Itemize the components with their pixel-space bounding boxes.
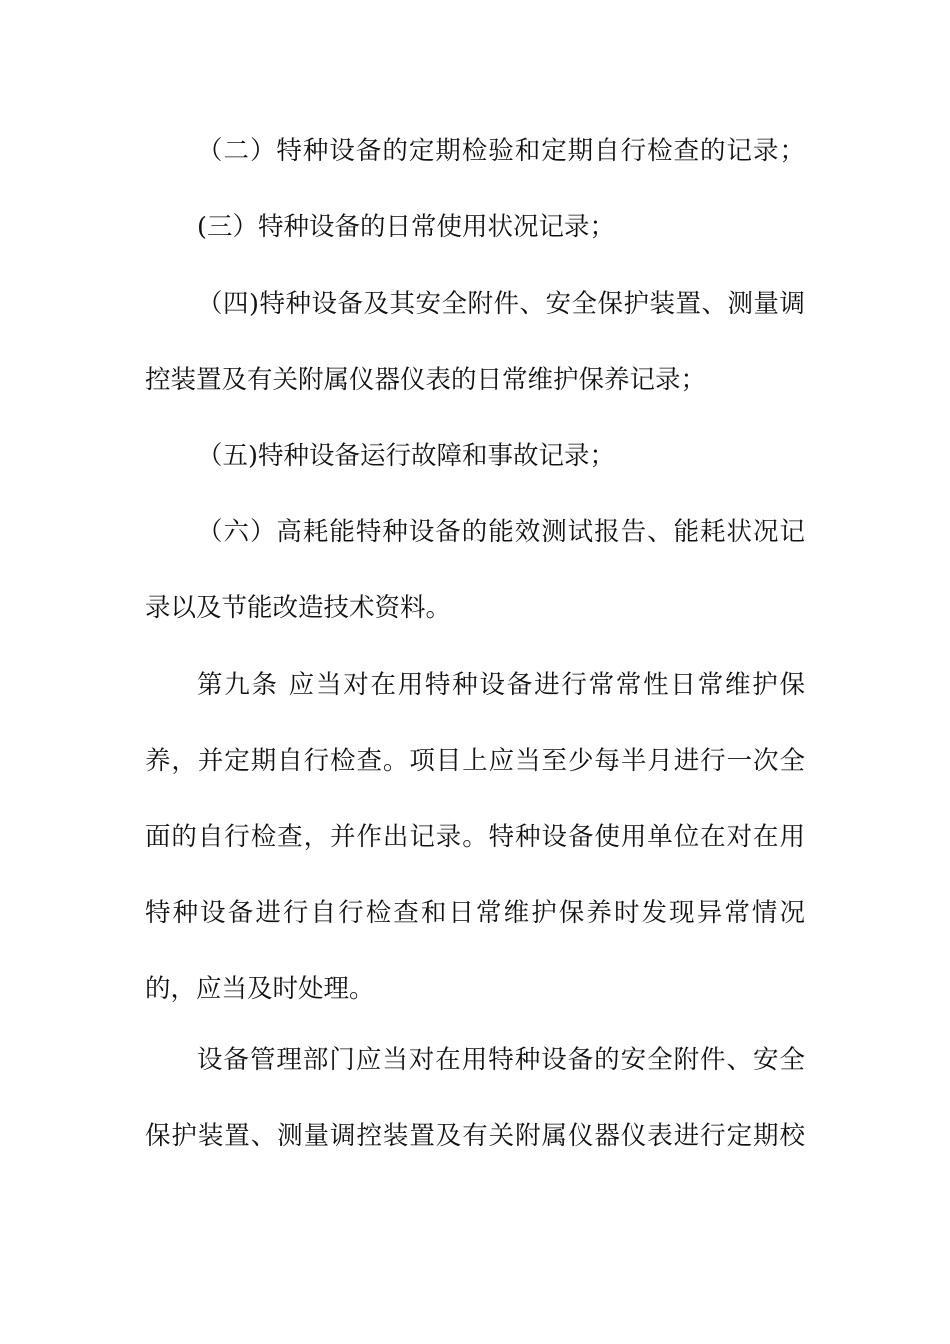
text-line: (三）特种设备的日常使用状况记录； [197, 212, 615, 242]
text-line: （二）特种设备的定期检验和定期自行检查的记录； [197, 136, 805, 166]
text-line: 保护装置、测量调控装置及有关附属仪器仪表进行定期校 [145, 1121, 805, 1151]
text-line: 面的自行检查，并作出记录。特种设备使用单位在对在用 [145, 822, 805, 852]
text-line: （六）高耗能特种设备的能效测试报告、能耗状况记 [197, 517, 805, 547]
text-line: 第九条 应当对在用特种设备进行常常性日常维护保 [197, 670, 805, 700]
text-line: （五)特种设备运行故障和事故记录； [197, 441, 615, 471]
text-line: 特种设备进行自行检查和日常维护保养时发现异常情况 [145, 898, 805, 928]
text-line: 养，并定期自行检查。项目上应当至少每半月进行一次全 [145, 746, 805, 776]
text-line: 控装置及有关附属仪器仪表的日常维护保养记录； [145, 365, 707, 395]
text-line: 录以及节能改造技术资料。 [145, 593, 452, 623]
text-line: （四)特种设备及其安全附件、安全保护装置、测量调 [197, 289, 805, 319]
text-line: 的，应当及时处理。 [145, 974, 375, 1004]
text-line: 设备管理部门应当对在用特种设备的安全附件、安全 [197, 1045, 805, 1075]
